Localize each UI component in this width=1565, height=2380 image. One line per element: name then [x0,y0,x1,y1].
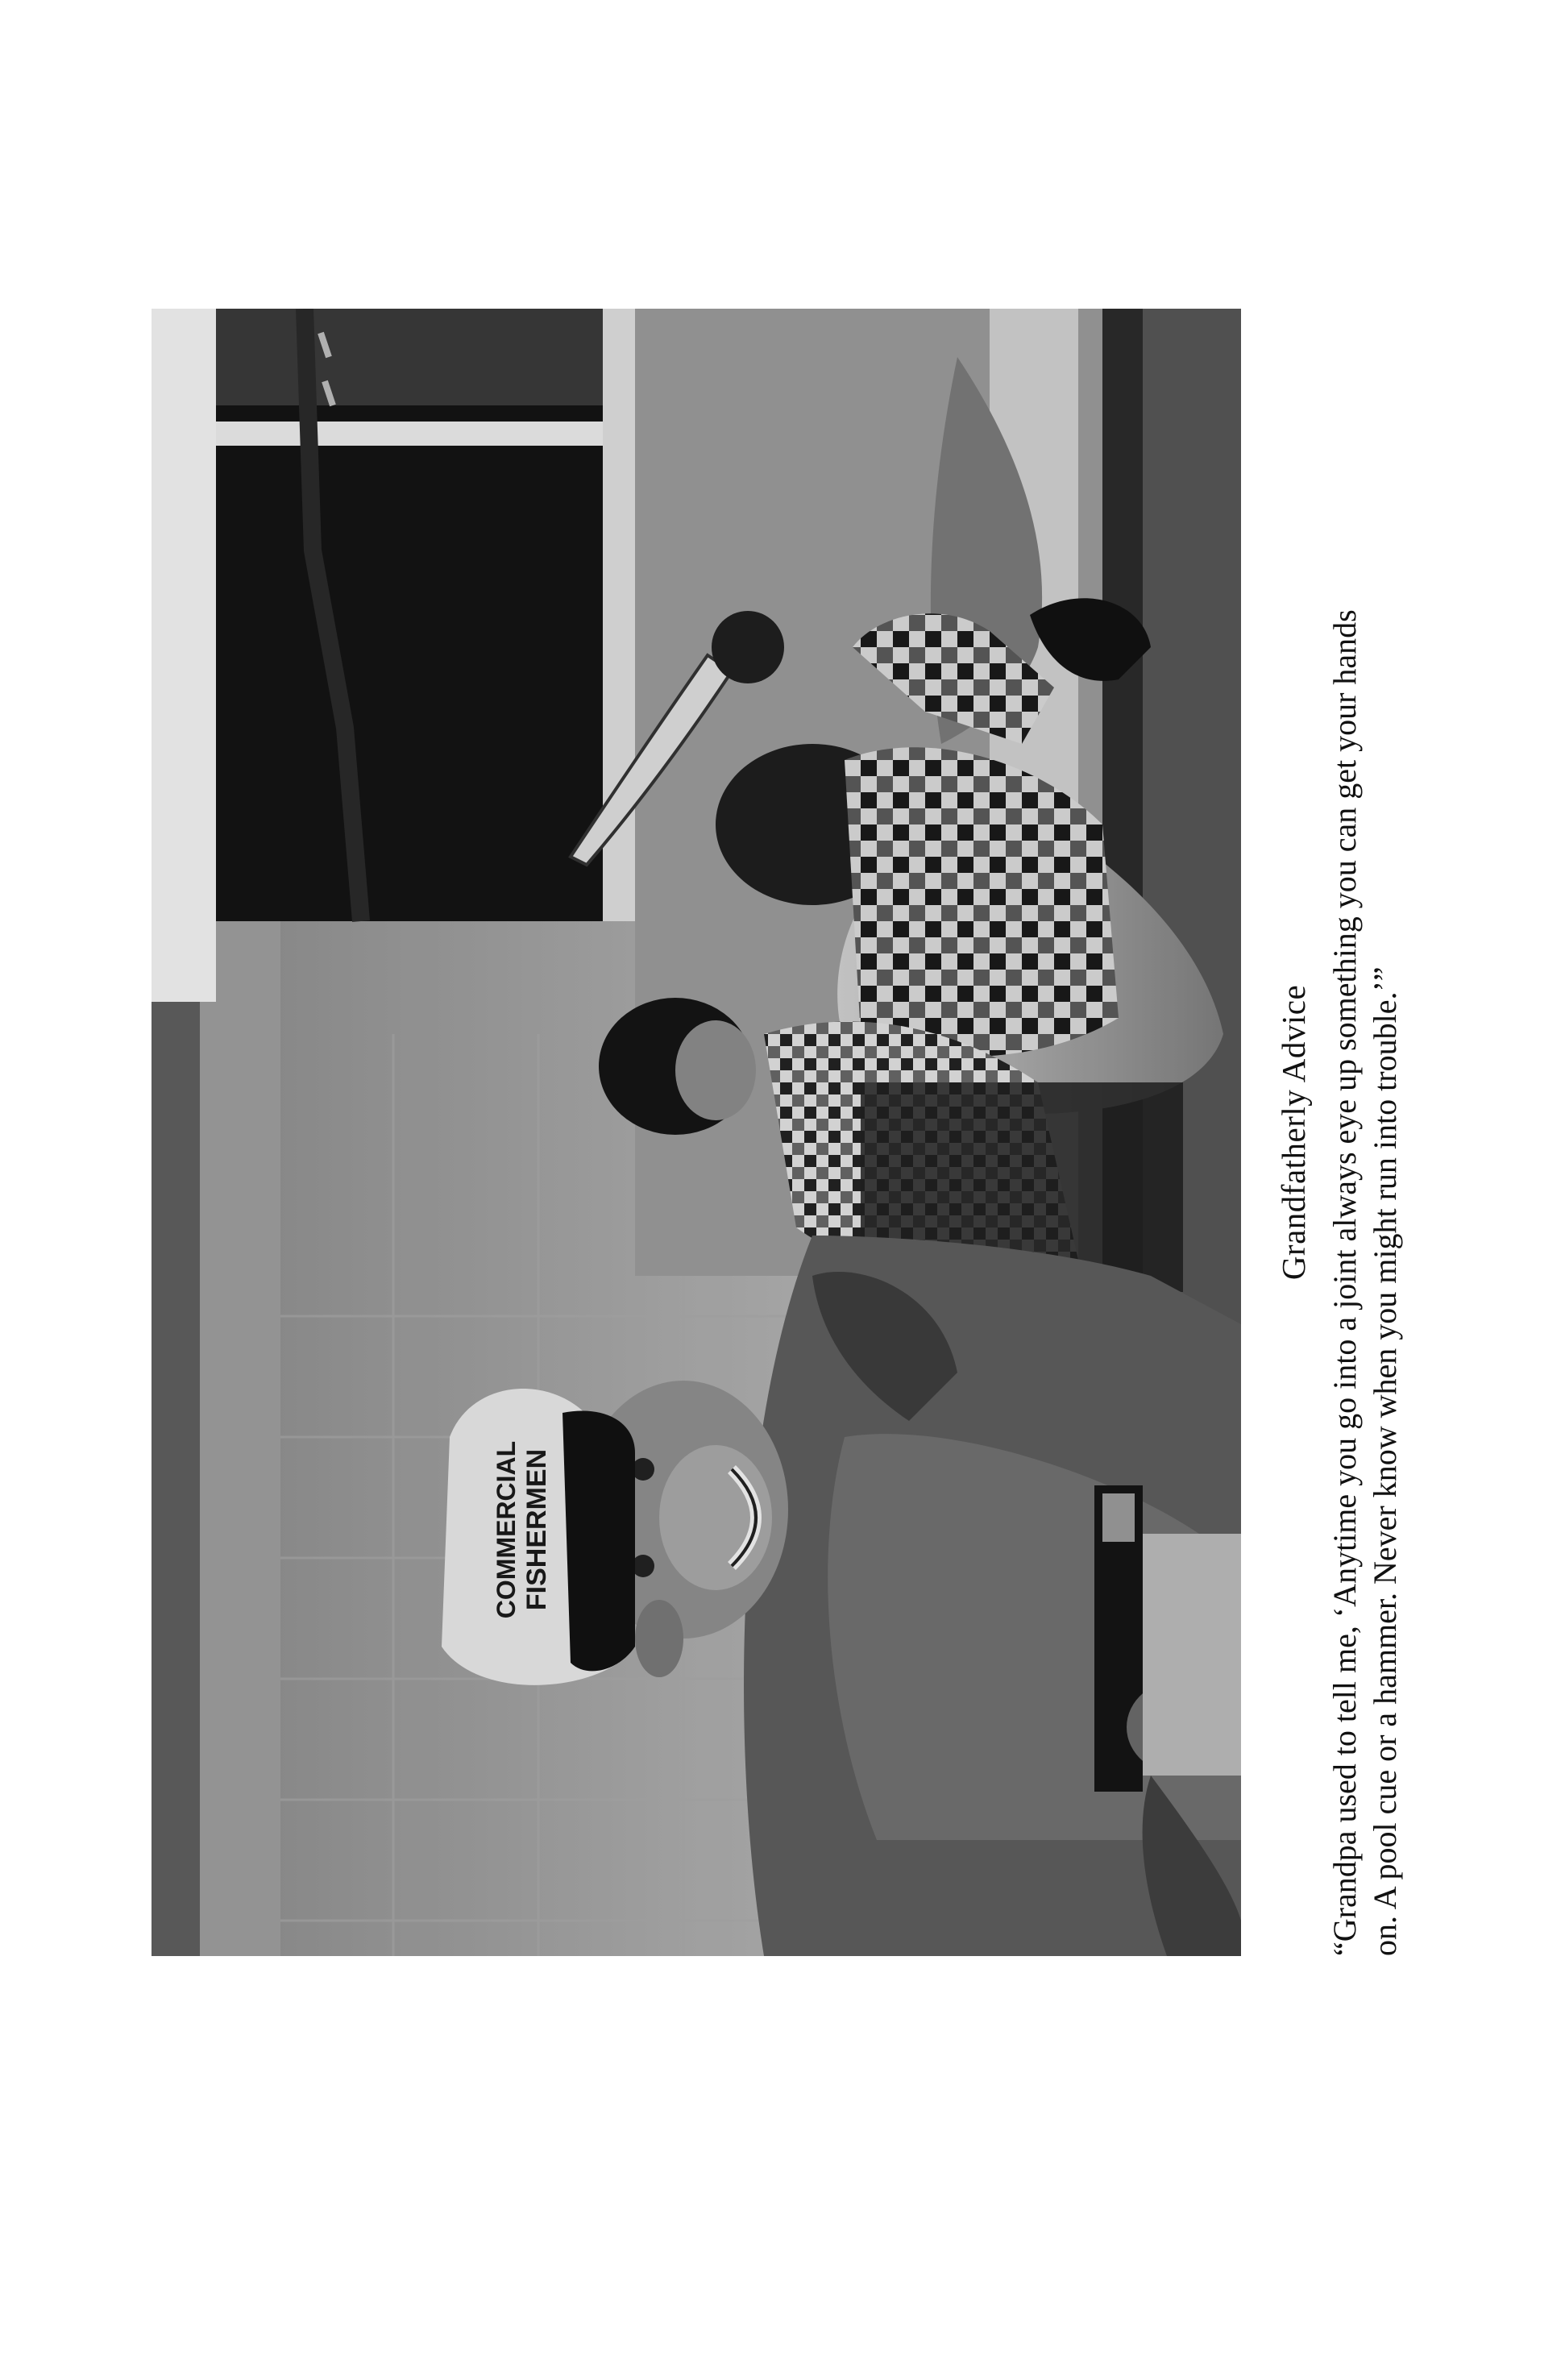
caption-quote [1325,309,1405,1956]
photo-caption [1273,309,1402,1956]
cap-logo-line2: FISHERMEN [521,1448,552,1611]
caption-quote-line-1: “Grandpa used to tell me, ‘Anytime you go into a joint always eye up something you can get your hands [1326,609,1363,1956]
black-and-white-photograph [152,309,1241,1956]
caption-quote-line-2: on. A pool cue or a hammer. Never know when you might run into trouble.’” [1367,966,1403,1956]
caption-title: Grandfatherly Advice [1275,984,1312,1281]
photo-illustration [152,309,1241,1956]
cap-logo-line1: COMMERCIAL [492,1440,521,1619]
